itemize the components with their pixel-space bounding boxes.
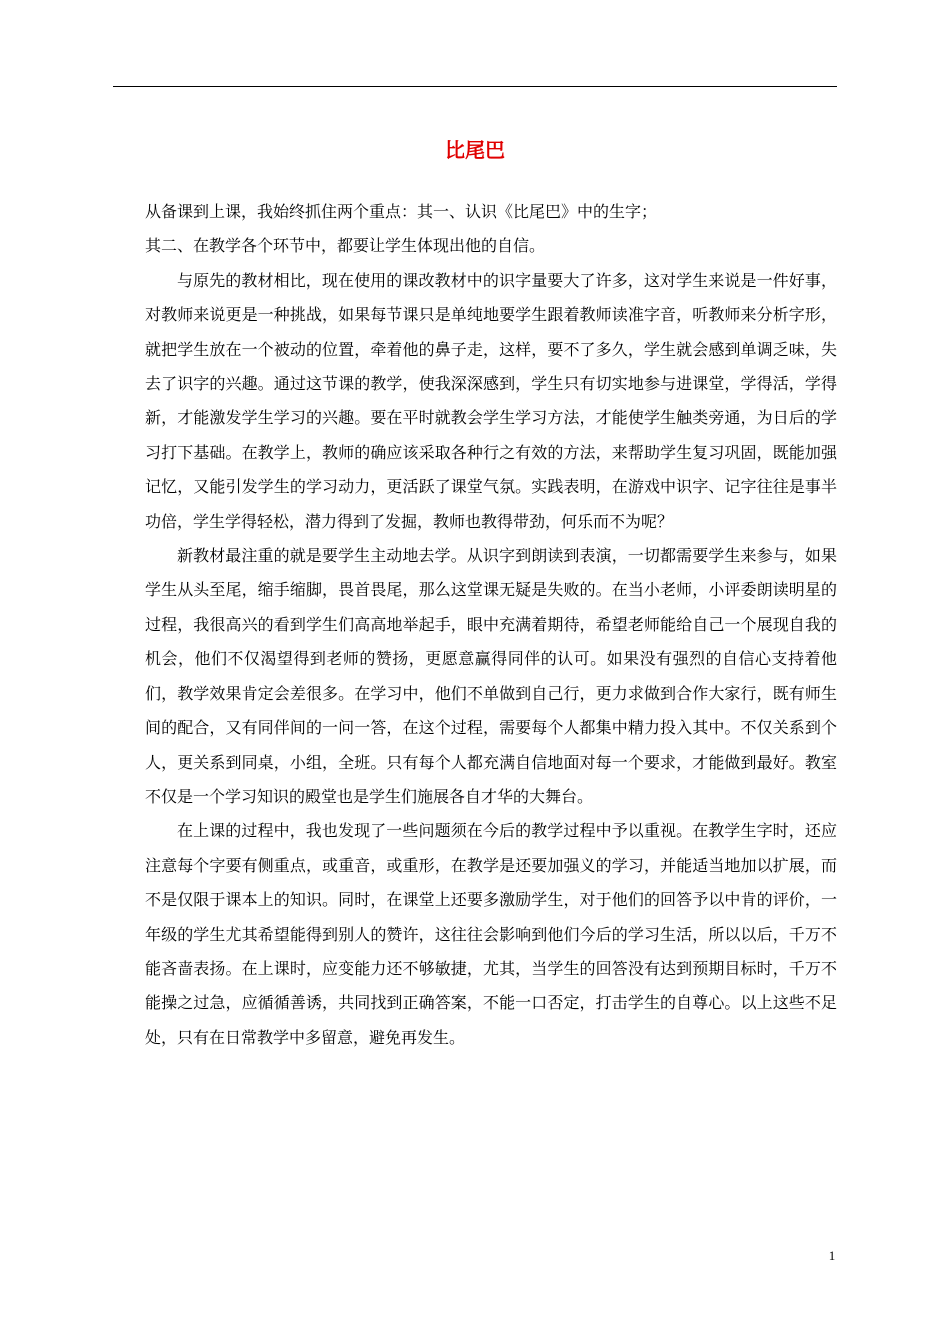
page-number: 1 (828, 1248, 836, 1263)
paragraph-2: 其二、在教学各个环节中，都要让学生体现出他的自信。 (145, 236, 546, 256)
header-rule (113, 86, 837, 87)
paragraph-3: 与原先的教材相比，现在使用的课改教材中的识字量要大了许多，这对学生来说是一件好事，对教师来说更是一种挑战，如果每节课只是单纯地要学生跟着教师读准字音，听教师来分析字形，就把学生放在一个被动的位置，牵着他的鼻子走，这样，要不了多久，学生就会感到单调乏味，失去了识字的兴趣。通过这节课的教学，使我深深感到，学生只有切实地参与进课堂，学得活，学得新，才能激发学生学习的兴趣。要在平时就教会学生学习方法，才能使学生触类旁通，为日后的学习打下基础。在教学上，教师的确应该采取各种行之有效的方法，来帮助学生复习巩固，既能加强记忆，又能引发学生的学习动力，更活跃了课堂气氛。实践表明，在游戏中识字、记字往往是事半功倍，学生学得轻松，潜力得到了发掘，教师也教得带劲，何乐而不为呢？ (145, 270, 837, 531)
document-body (145, 195, 837, 1055)
paragraph-4: 新教材最注重的就是要学生主动地去学。从识字到朗读到表演，一切都需要学生来参与，如果学生从头至尾，缩手缩脚，畏首畏尾，那么这堂课无疑是失败的。在当小老师，小评委朗读明星的过程，我很高兴的看到学生们高高地举起手，眼中充满着期待，希望老师能给自己一个展现自我的机会，他们不仅渴望得到老师的赞扬，更愿意赢得同伴的认可。如果没有强烈的自信心支持着他们，教学效果肯定会差很多。在学习中，他们不单做到自己行，更力求做到合作大家行，既有师生间的配合，又有同伴间的一问一答，在这个过程，需要每个人都集中精力投入其中。不仅关系到个人，更关系到同桌，小组，全班。只有每个人都充满自信地面对每一个要求，才能做到最好。教室不仅是一个学习知识的殿堂也是学生们施展各自才华的大舞台。 (145, 546, 837, 806)
paragraph-5: 在上课的过程中，我也发现了一些问题须在今后的教学过程中予以重视。在教学生字时，还应注意每个字要有侧重点，或重音，或重形，在教学是还要加强义的学习，并能适当地加以扩展，而不是仅限于课本上的知识。同时，在课堂上还要多激励学生，对于他们的回答予以中肯的评价，一年级的学生尤其希望能得到别人的赞许，这往往会影响到他们今后的学习生活，所以以后，千万不能吝啬表扬。在上课时，应变能力还不够敏捷，尤其，当学生的回答没有达到预期目标时，千万不能操之过急，应循循善诱，共同找到正确答案，不能一口否定，打击学生的自尊心。以上这些不足处，只有在日常教学中多留意，避免再发生。 (145, 821, 837, 1047)
paragraph-1: 从备课到上课，我始终抓住两个重点：其一、认识《比尾巴》中的生字； (145, 202, 658, 221)
document-title: 比尾巴 (445, 138, 505, 163)
